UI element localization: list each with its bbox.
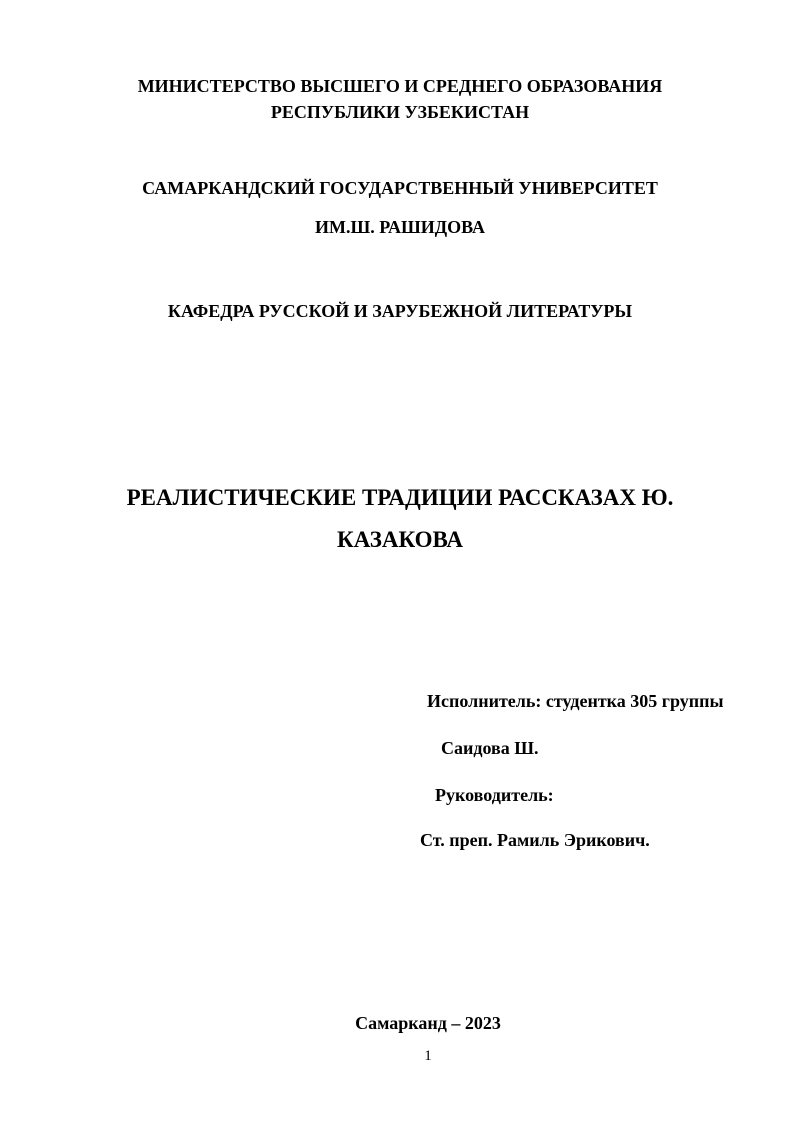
ministry-line-2: РЕСПУБЛИКИ УЗБЕКИСТАН [270,102,530,122]
student-name: Саидова Ш. [441,738,539,758]
ministry-line-1: МИНИСТЕРСТВО ВЫСШЕГО И СРЕДНЕГО ОБРАЗОВАНИЯ [137,76,663,96]
city-year: Самарканд – 2023 [355,1013,501,1033]
thesis-title-line-2: КАЗАКОВА [337,527,463,552]
university-line-1: САМАРКАНДСКИЙ ГОСУДАРСТВЕННЫЙ УНИВЕРСИТЕТ [142,178,658,198]
supervisor-label: Руководитель: [435,785,554,805]
page-number: 1 [424,1048,432,1064]
department-line: КАФЕДРА РУССКОЙ И ЗАРУБЕЖНОЙ ЛИТЕРАТУРЫ [167,301,633,321]
performer-line: Исполнитель: студентка 305 группы [427,691,724,711]
thesis-title-line-1: РЕАЛИСТИЧЕСКИЕ ТРАДИЦИИ РАССКАЗАХ Ю. [126,485,674,510]
supervisor-name: Ст. преп. Рамиль Эрикович. [420,830,650,850]
university-line-2: ИМ.Ш. РАШИДОВА [315,217,485,237]
